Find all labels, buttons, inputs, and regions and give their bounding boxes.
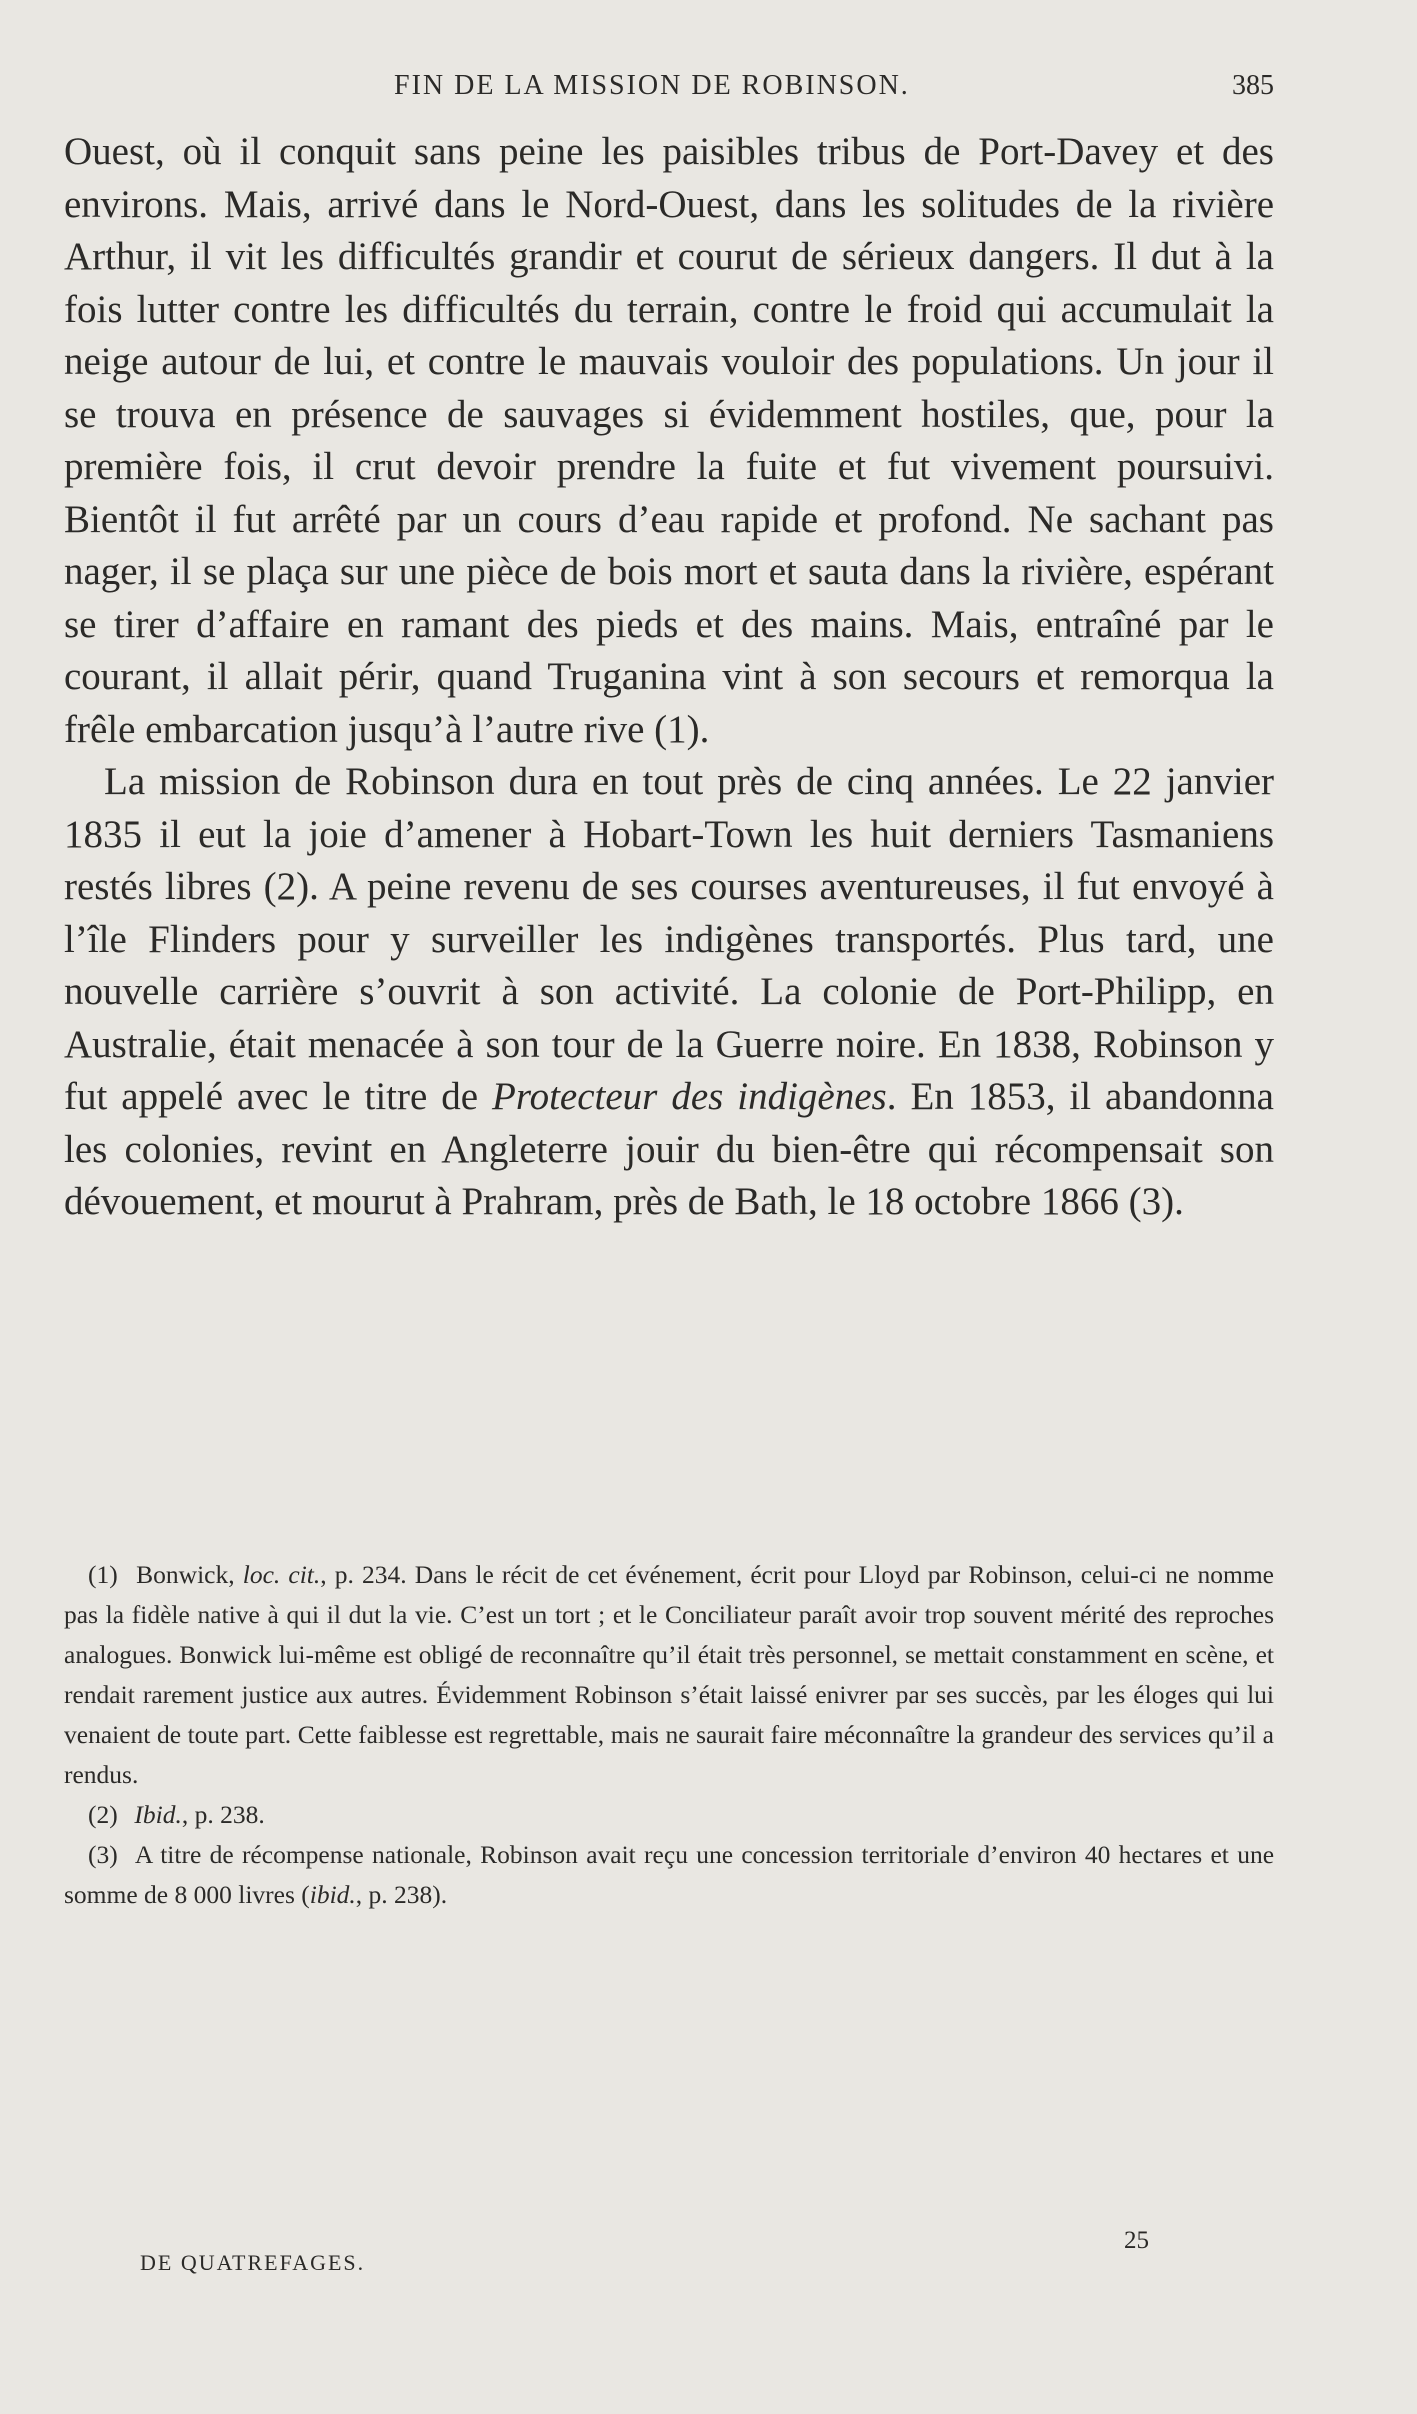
footnote-3-text-before: A titre de récompense nationale, Robinson avait reçu une concession territoriale d’environ 40 hectares et une somme de 8 000 livres ( — [64, 1840, 1275, 1909]
footnote-1 — [64, 1555, 1274, 1795]
footnote-2-number: (2) — [88, 1800, 118, 1829]
signature-mark: 25 — [1124, 2227, 1149, 2254]
footnote-1-italic: loc. cit. — [242, 1560, 321, 1589]
footnote-3-number: (3) — [88, 1840, 118, 1869]
footnote-2-italic: Ibid. — [134, 1800, 182, 1829]
footnote-2 — [64, 1795, 1274, 1835]
footnote-3-italic: ibid. — [309, 1880, 356, 1909]
footnote-1-author: Bonwick, — [136, 1560, 235, 1589]
footnotes — [64, 1555, 1274, 1915]
paragraph-2-part-2: . En 1853, il abandonna les colonies, revint en Angleterre jouir du bien-être qui récompensait son dévouement, et mourut à Prahram, près de Bath, le 18 octobre 1866 (3). — [64, 1075, 1274, 1223]
footnote-3 — [64, 1835, 1274, 1915]
running-title: FIN DE LA MISSION DE ROBINSON. — [394, 70, 910, 101]
paragraph-2 — [64, 756, 1274, 1229]
main-text — [64, 126, 1274, 1229]
paragraph-2-part-1: La mission de Robinson dura en tout près de cinq années. Le 22 janvier 1835 il eut la joie d’amener à Hobart-Town les huit derniers Tasmaniens restés libres (2). A peine revenu de ses courses aventureuses, il fut envoyé à l’île Flinders pour y surveiller les indigènes transportés. Plus tard, une nouvelle carrière s’ouvrit à son activité. La colonie de Port-Philipp, en Australie, était menacée à son tour de la Guerre noire. En 1838, Robinson y fut appelé avec le titre de — [64, 760, 1274, 1118]
footnote-3-text-after: , p. 238). — [355, 1880, 448, 1909]
footnote-2-text: , p. 238. — [181, 1800, 265, 1829]
running-head — [64, 70, 1274, 110]
page-number: 385 — [1232, 70, 1274, 101]
footnote-1-text: , p. 234. Dans le récit de cet événement, écrit pour Lloyd par Robinson, celui-ci ne nomme pas la fidèle native à qui il dut la vie. C’est un tort ; et le Conciliateur paraît avoir trop souvent mérité des reproches analogues. Bonwick lui-même est obligé de reconnaître qu’il était très personnel, se mettait constamment en scène, et rendait rarement justice aux autres. Évidemment Robinson s’était laissé enivrer par ses succès, par les éloges qui lui venaient de toute part. Cette faiblesse est regrettable, mais ne saurait faire méconnaître la grandeur des services qu’il a rendus. — [64, 1560, 1274, 1789]
footnote-1-number: (1) — [88, 1560, 118, 1589]
paragraph-2-italic: Protecteur des indigènes — [492, 1075, 887, 1118]
paragraph-1: Ouest, où il conquit sans peine les paisibles tribus de Port-Davey et des environs. Mais, arrivé dans le Nord-Ouest, dans les solitudes de la rivière Arthur, il vit les difficultés grandir et courut de sérieux dangers. Il dut à la fois lutter contre les difficultés du terrain, contre le froid qui accumulait la neige autour de lui, et contre le mauvais vouloir des populations. Un jour il se trouva en présence de sauvages si évidemment hostiles, que, pour la première fois, il crut devoir prendre la fuite et fut vivement poursuivi. Bientôt il fut arrêté par un cours d’eau rapide et profond. Ne sachant pas nager, il se plaça sur une pièce de bois mort et sauta dans la rivière, espérant se tirer d’affaire en ramant des pieds et des mains. Mais, entraîné par le courant, il allait périr, quand Truganina vint à son secours et remorqua la frêle embarcation jusqu’à l’autre rive (1). — [64, 130, 1274, 751]
signature: DE QUATREFAGES. — [140, 2250, 366, 2275]
